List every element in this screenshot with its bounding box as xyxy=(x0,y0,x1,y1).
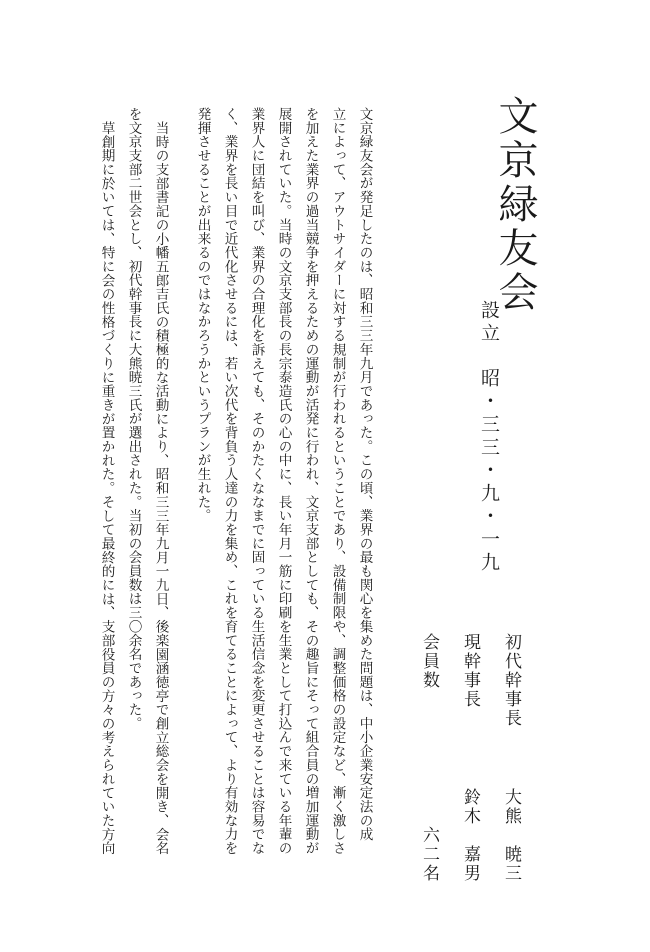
body-line: 展開されていた。当時の文京支部長の長宗泰造氏の心の中に、長い年月一筋に印刷を生業として打込んで来ている年輩の xyxy=(275,107,292,855)
first-chairman-value: 大熊 暁三 xyxy=(501,788,521,883)
body-line: 文京緑友会が発足したのは、昭和三三年九月であった。この頃、業界の最も関心を集めた問題は、中小企業安定法の成 xyxy=(356,107,373,842)
body-line: 発揮させることが出来るのではなかろうかというプランが生れた。 xyxy=(194,107,211,523)
page-title: 文京緑友会 xyxy=(492,95,538,315)
first-chairman-label: 初代幹事長 xyxy=(501,633,521,728)
founded-label: 設立 xyxy=(478,300,500,346)
member-count-row xyxy=(415,633,443,883)
founded-date: 昭・三三・九・一九 xyxy=(478,368,500,575)
founded-line xyxy=(476,300,502,575)
body-line: く、業界を長い目で近代化させるには、若い次代を背負う人達の力を集め、これを育てることによって、より有効な力を xyxy=(221,107,238,855)
officers-info xyxy=(415,633,525,883)
body-line: 草創期に於いては、特に会の性格づくりに重きが置かれた。そして最終的には、支部役員の方々の考えられていた方向 xyxy=(98,121,115,856)
body-line: 業界人に団結を叫び、業界の合理化を訴えても、そのかたくななまでに固っている生活信念を変更させることは容易でな xyxy=(248,107,265,855)
current-chairman-row xyxy=(456,633,484,883)
body-line: を加えた業界の過当競争を押えるための運動が活発に行われ、文京支部としても、その趣旨にそって組合員の増加運動が xyxy=(302,107,319,855)
body-text xyxy=(72,107,373,877)
body-line: 立によって、アウトサイダーに対する規制が行われるということであり、設備制限や、調整価格の設定など、漸く激しさ xyxy=(329,107,346,855)
body-line: を文京支部二世会とし、初代幹事長に大熊暁三氏が選出された。当初の会員数は三〇余名であった。 xyxy=(125,107,142,731)
first-chairman-row xyxy=(497,633,525,883)
member-count-value: 六二名 xyxy=(419,826,439,883)
current-chairman-label: 現幹事長 xyxy=(460,633,480,709)
current-chairman-value: 鈴木 嘉男 xyxy=(460,788,480,883)
member-count-label: 会員数 xyxy=(419,633,439,690)
body-line: 当時の支部書記の小幡五郎吉氏の積極的な活動により、昭和三三年九月一九日、後楽園涵徳亭で創立総会を開き、会名 xyxy=(152,121,169,856)
